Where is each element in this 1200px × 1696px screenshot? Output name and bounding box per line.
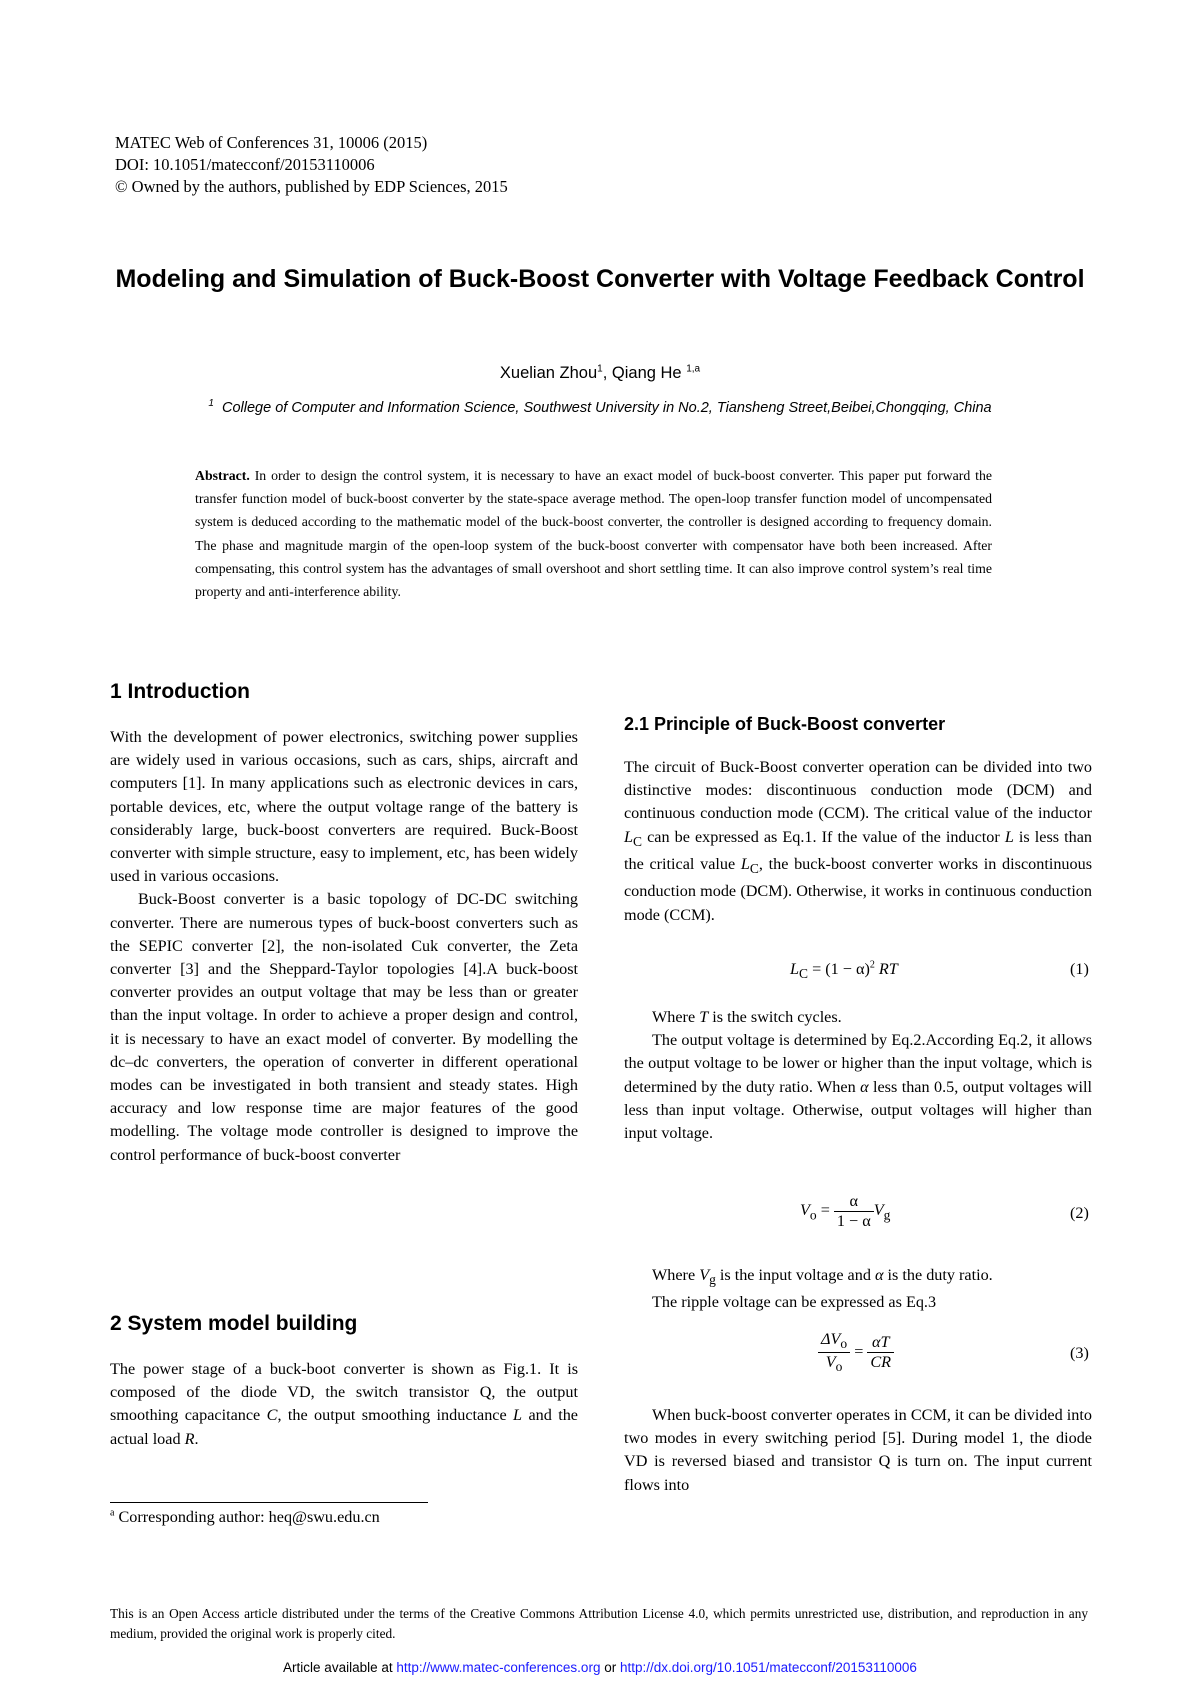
author-name: Xuelian Zhou [499,364,598,382]
output-voltage-paragraph [624,1029,1092,1145]
eq3-fraction-right [867,1333,894,1372]
right-column [624,756,1092,927]
eq2-fraction [834,1192,874,1231]
var-T: T [699,1008,709,1026]
eq-denominator: 1 − α [836,1212,871,1230]
eq-denominator [818,1353,850,1375]
var-V: V [699,1266,710,1284]
eq-sub: o [809,1207,817,1223]
eq-sub: o [840,1336,848,1352]
var-sub: C [749,861,759,877]
where-Vg-text [624,1264,1092,1291]
eq3-fraction-left [818,1330,850,1375]
text-run: . [194,1429,199,1448]
eq-sub: o [835,1359,843,1375]
text-run: and the actual load [110,1406,578,1448]
eq-var: V [800,1201,810,1220]
text-run: less than 0.5, output voltages will less than input voltage. Otherwise, output voltages will higher than input voltage. [624,1077,1092,1143]
text-run: is the duty ratio. [883,1266,993,1284]
text-run: The circuit of Buck-Boost converter operation can be divided into two distinctive modes: discontinuous conduction mode (DCM) and continuous conduction mode (CCM). The critical value of the inductor [624,758,1092,823]
var-C: C [266,1406,278,1425]
where-T-paragraph [624,1006,1092,1145]
eq-var: ΔV [821,1330,841,1348]
var-alpha: α [860,1077,869,1096]
footnote [110,1508,380,1527]
text-run: The power stage of a buck-boot converter is shown as Fig.1. It is composed of the diode VD, the switch transistor Q, the output smoothing capacitance [110,1360,578,1425]
availability-prefix: Article available at [283,1660,397,1675]
subsection-heading-principle: 2.1 Principle of Buck-Boost converter [624,714,946,734]
ccm-text: When buck-boost converter operates in CCM, it can be divided into two modes in every switching period [5]. During model 1, the diode VD is reversed biased and transistor Q is turn on. The input current flows into [624,1406,1092,1494]
journal-citation: MATEC Web of Conferences 31, 10006 (2015) [115,133,428,152]
eq-numerator [818,1330,850,1353]
intro-paragraph-2: Buck-Boost converter is a basic topology of DC-DC switching converter. There are numerous types of buck-boost converters such as the SEPIC converter [2], the non-isolated Cuk converter, the Zeta converter [3] and the Sheppard-Taylor topologies [4].A buck-boost converter provides an output voltage that may be less than or greater than the input voltage. In order to achieve a proper design and control, it is necessary to have an exact model of converter. By modelling the dc–dc converters, the operation of converter in different operational modes can be investigated in both transient and steady states. High accuracy and low response time are major features of the good modelling. The voltage mode controller is designed to improve the control performance of buck-boost converter [110,890,578,1164]
eq-text: = (1 − α) [808,960,870,978]
section-heading-system-model: 2 System model building [110,1312,358,1335]
eq-denominator: CR [870,1353,892,1372]
var-alpha: α [874,1266,884,1284]
text-run: can be expressed as Eq.1. If the value of the inductor [642,827,1005,846]
equation-1 [790,960,898,982]
left-column [110,726,578,1167]
text-run: is the input voltage and [715,1266,875,1284]
eq-numerator: α [834,1192,874,1212]
affiliation-superscript: 1 [208,398,214,410]
journal-header [115,132,508,198]
eq-numerator: αT [867,1333,894,1353]
eq-sub: C [799,966,809,982]
eq-text: = [816,1201,834,1220]
author-superscript: 1 [597,363,603,375]
text-run: Where [652,1008,700,1026]
footnote-marker: a [110,1507,115,1519]
var-L: L [1004,827,1014,846]
var-sub: C [633,833,643,849]
text-run: is less than the critical value [624,827,1092,874]
equation-2 [800,1192,890,1231]
license-notice: This is an Open Access article distributed under the terms of the Creative Commons Attribution License 4.0, which permits unrestricted use, distribution, and reproduction in any medium, provided the original work is properly cited. [110,1606,1088,1641]
intro-paragraph-1: With the development of power electronics, switching power supplies are widely used in various occasions, such as cars, ships, aircraft and computers [1]. In many applications such as electronic devices in cars, portable devices, etc, where the output voltage range of the battery is considerably large, buck-boost converters are required. Buck-Boost converter with simple structure, easy to implement, etc, has been widely used in various occasions. [110,728,578,886]
text-run: , the buck-boost converter works in discontinuous conduction mode (DCM). Otherwise, it works in continuous conduction mode (CCM). [624,855,1092,924]
paper-title: Modeling and Simulation of Buck-Boost Converter with Voltage Feedback Control [115,265,1085,293]
where-T-text [624,1006,1092,1029]
text-run: Where [652,1266,700,1284]
equation-number-1: (1) [1070,960,1089,978]
eq-text: = [850,1342,868,1361]
abstract-label: Abstract. [195,468,250,483]
var-L: L [513,1406,523,1425]
text-run: The output voltage is determined by Eq.2.According Eq.2, it allows the output voltage to be lower or higher than the input voltage, which is determined by the duty ratio. When [624,1031,1092,1096]
footnote-text: Corresponding author: heq@swu.edu.cn [114,1508,380,1526]
section-heading-introduction: 1 Introduction [110,680,250,703]
var-sub: g [709,1272,716,1288]
eq-var: RT [874,960,898,978]
matec-link[interactable]: http://www.matec-conferences.org [396,1660,601,1675]
affiliation [0,400,1200,416]
author-name: , Qiang He [602,364,682,382]
copyright-line: © Owned by the authors, published by EDP Sciences, 2015 [115,177,508,196]
doi-link[interactable]: http://dx.doi.org/10.1051/matecconf/20153110006 [619,1660,917,1675]
var-R: R [184,1429,195,1448]
text-run: , the output smoothing inductance [277,1406,514,1425]
equation-3 [818,1330,894,1375]
doi-line: DOI: 10.1051/matecconf/20153110006 [115,155,375,174]
equation-number-3: (3) [1070,1344,1089,1362]
footnote-divider [110,1502,428,1503]
author-superscript: 1,a [686,363,701,375]
affiliation-text: College of Computer and Information Science, Southwest University in No.2, Tiansheng Street,Beibei,Chongqing, China [222,400,992,416]
eq-var: V [825,1353,836,1372]
eq-exp: 2 [869,959,875,971]
eq-var: V [873,1201,884,1220]
article-availability [0,1660,1200,1675]
eq-sub: g [883,1207,891,1223]
availability-separator: or [600,1660,620,1675]
where-Vg-paragraph [624,1264,1092,1315]
model-paragraph [110,1358,578,1451]
model-paragraph-1 [110,1358,578,1451]
var-L: L [624,827,634,846]
ccm-paragraph [624,1404,1092,1497]
ripple-text: The ripple voltage can be expressed as Eq.3 [652,1293,937,1312]
abstract [195,464,992,603]
principle-paragraph [624,756,1092,927]
abstract-text: In order to design the control system, it is necessary to have an exact model of buck-boost converter. This paper put forward the transfer function model of buck-boost converter by the state-space average method. The open-loop transfer function model of uncompensated system is deduced according to the mathematic model of the buck-boost converter, the controller is designed according to frequency domain. The phase and magnitude margin of the open-loop system of the buck-boost converter with compensator have both been increased. After compensating, this control system has the advantages of small overshoot and short settling time. It can also improve control system’s real time property and anti-interference ability. [195,468,993,600]
text-run: is the switch cycles. [708,1008,842,1026]
equation-number-2: (2) [1070,1204,1089,1222]
eq-var: L [790,960,800,978]
var-L: L [740,855,750,874]
author-line [0,364,1200,383]
